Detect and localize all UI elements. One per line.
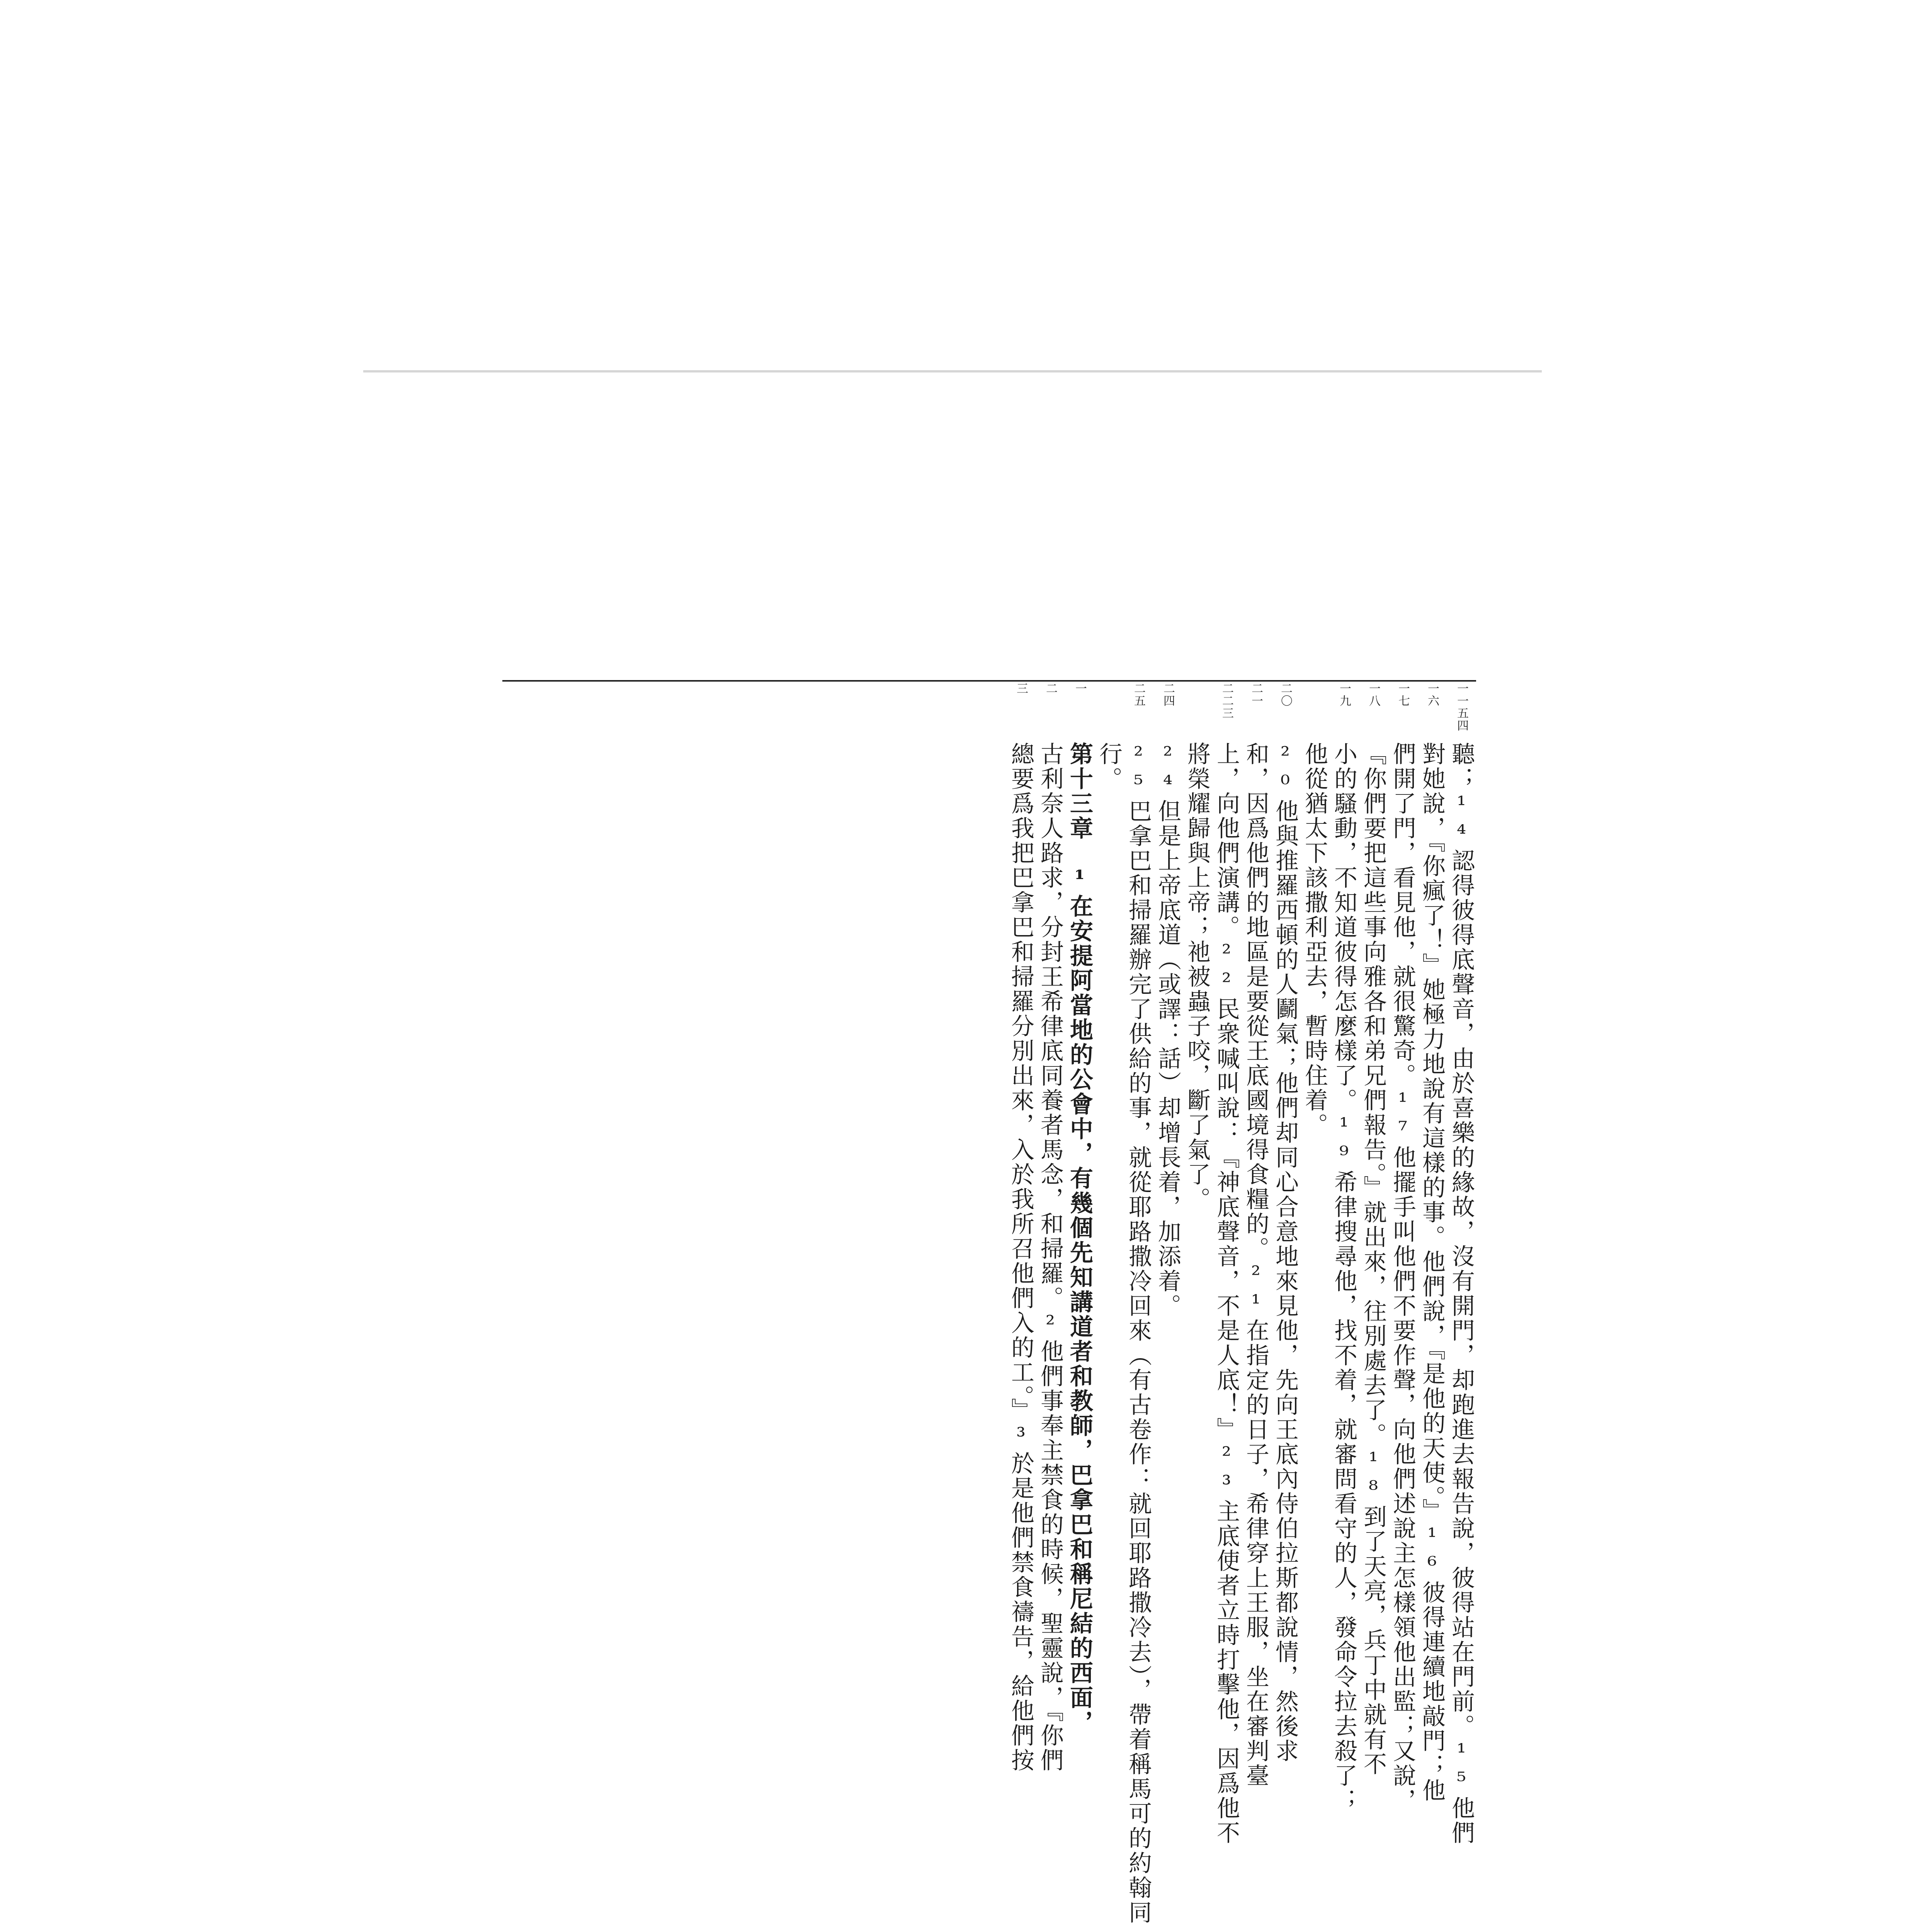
vertical-text-body — [502, 742, 1476, 1932]
margin-number: 一 — [1073, 682, 1087, 695]
margin-number — [1182, 682, 1212, 740]
margin-number: 二五 — [1132, 682, 1145, 707]
text-column: ²⁰他與推羅西頓的人鬬氣；他們却同心合意地來見他，先向王底內侍伯拉斯都說情，然後求 — [1272, 742, 1299, 1764]
text-column: 聽；¹⁴認得彼得底聲音，由於喜樂的緣故，沒有開門，却跑進去報告說，彼得站在門前。¹⁵他們 — [1448, 742, 1475, 1845]
text-column: 行。 — [1095, 742, 1123, 791]
margin-number: 一一五四 — [1455, 682, 1468, 732]
margin-number: 三 — [1014, 682, 1028, 695]
verse-number-margin — [502, 682, 1476, 740]
text-column: 和，因爲他們的地區是要從王底國境得食糧的。²¹在指定的日子，希律穿上王服，坐在審判臺 — [1242, 742, 1269, 1788]
page-top-rule — [363, 370, 1542, 372]
text-column: 上，向他們演講。²²民衆喊叫說：『神底聲音，不是人底！』²³主底使者立時打擊他，因爲他不 — [1213, 742, 1240, 1845]
margin-number: 一六 — [1425, 682, 1439, 707]
margin-number — [1094, 682, 1124, 740]
text-column: ²⁴但是上帝底道（或譯：話）却增長着，加添着。 — [1154, 742, 1181, 1318]
margin-number: 二 — [1044, 682, 1057, 695]
text-column: 他從猶太下該撒利亞去，暫時住着。 — [1301, 742, 1328, 1138]
margin-number — [1300, 682, 1329, 740]
text-column: 古利奈人路求，分封王希律底同養者馬念，和掃羅。²他們事奉主禁食的時候，聖靈說，『你們 — [1037, 742, 1064, 1773]
verse-margin-rule — [502, 680, 1476, 682]
chapter-heading-column: 第十三章 ¹在安提阿當地的公會中，有幾個先知講道者和教師，巴拿巴和稱尼結的西面， — [1066, 742, 1093, 1735]
text-column: 總要爲我把巴拿巴和掃羅分別出來，入於我所召他們入的工。』³於是他們禁食禱告，給他們按 — [1007, 742, 1034, 1773]
scripture-page — [502, 665, 1476, 1932]
text-column: ²⁵巴拿巴和掃羅辦完了供給的事，就從耶路撒冷回來（有古卷作：就回耶路撒冷去），帶着稱馬可的約翰同 — [1125, 742, 1152, 1925]
text-column: 小的騷動，不知道彼得怎麼樣了。¹⁹希律搜尋他，找不着，就審問看守的人，發命令拉去殺了； — [1330, 742, 1357, 1813]
text-column: 對她說，『你瘋了！』她極力地說有這樣的事。他們說，『是他的天使。』¹⁶彼得連續地敲門；他 — [1419, 742, 1446, 1803]
margin-number: 一七 — [1396, 682, 1410, 707]
text-column: 『你們要把這些事向雅各和弟兄們報告。』就出來，往別處去了。¹⁸到了天亮，兵丁中就有不 — [1360, 742, 1387, 1777]
margin-number: 二四 — [1161, 682, 1175, 707]
margin-number: 二二三 — [1220, 682, 1233, 719]
text-column: 將榮耀歸與上帝；祂被蟲子咬，斷了氣了。 — [1184, 742, 1211, 1212]
margin-number: 一九 — [1337, 682, 1351, 707]
margin-number: 一八 — [1367, 682, 1380, 707]
text-column: 們開了門，看見他，就很驚奇。¹⁷他擺手叫他們不要作聲，向他們述說主怎樣領他出監；又說， — [1389, 742, 1416, 1813]
margin-number: 二一 — [1249, 682, 1263, 707]
margin-number: 二〇 — [1279, 682, 1292, 707]
